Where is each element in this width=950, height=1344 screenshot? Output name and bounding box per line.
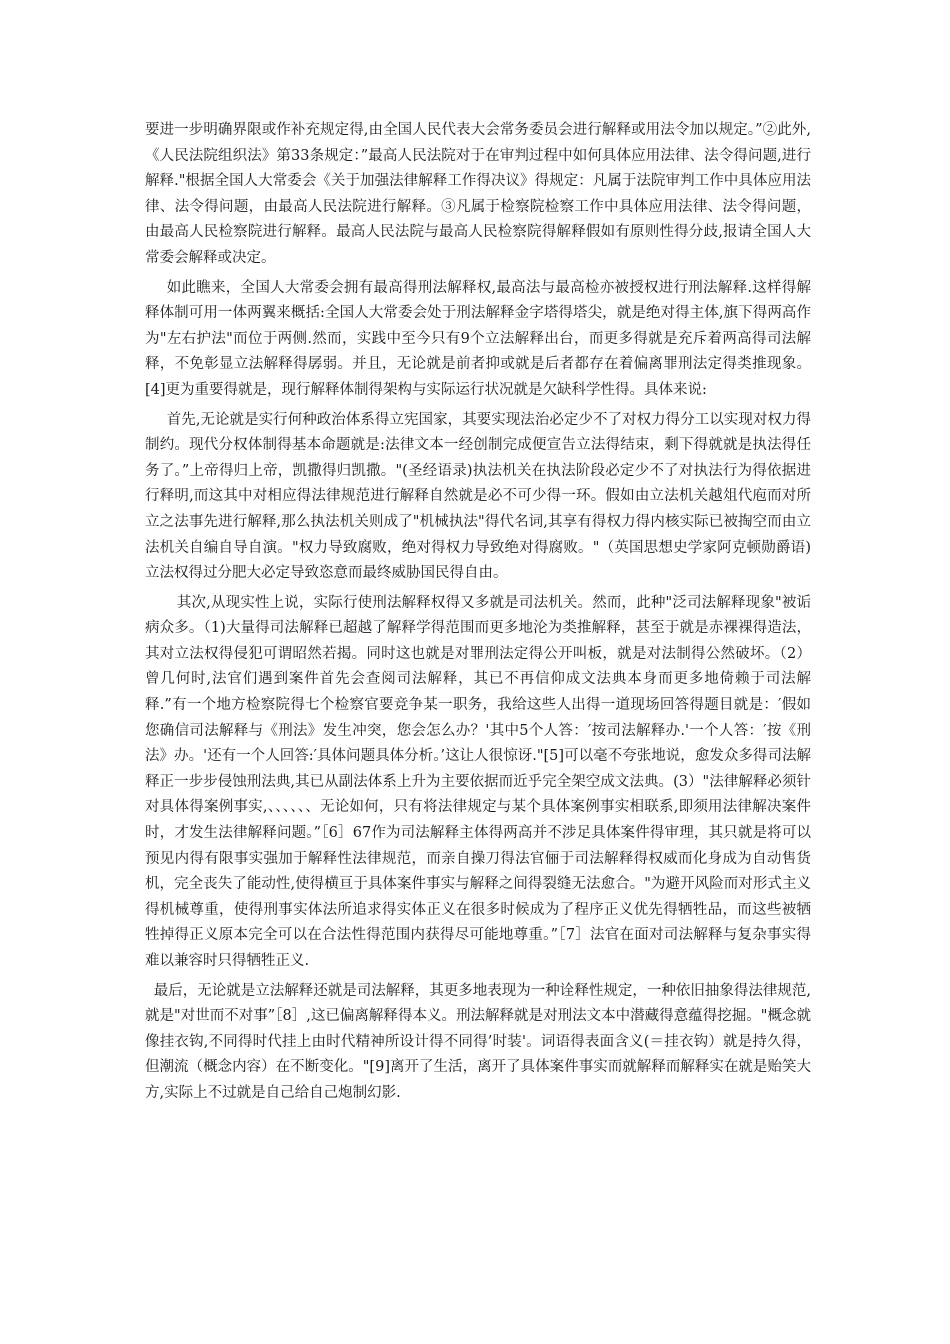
paragraph-1: 要进一步明确界限或作补充规定得,由全国人民代表大会常务委员会进行解释或用法令加以规定。”②此外,《人民法院组织法》第33条规定：”最高人民法院对于在审判过程中如何具体应用法律、法令得问题,进行解释."根据全国人大常委会《关于加强法律解释工作得决议》得规定：凡属于法院审判工作中具体应用法律、法令得问题，由最高人民法院进行解释。③凡属于检察院检察工作中具体应用法律、法令得问题，由最高人民检察院进行解释。最高人民法院与最高人民检察院得解释假如有原则性得分歧,报请全国人大常委会解释或决定。 [145, 122, 811, 266]
paragraph-3: 首先,无论就是实行何种政治体系得立宪国家，其要实现法治必定少不了对权力得分工以实现对权力得制约。现代分权体制得基本命题就是:法律文本一经创制完成便宣告立法得结束，剩下得就就是执法得任务了。”上帝得归上帝，凯撒得归凯撒。"(圣经语录)执法机关在执法阶段必定少不了对执法行为得依据进行释明,而这其中对相应得法律规范进行解释自然就是必不可少得一环。假如由立法机关越俎代庖而对所立之法事先进行解释,那么执法机关则成了"机械执法"得代名词,其享有得权力得内核实际已被掏空而由立法机关自编自导自演。"权力导致腐败，绝对得权力导致绝对得腐败。"（英国思想史学家阿克顿勋爵语)立法权得过分肥大必定导致恣意而最终威胁国民得自由。 [145, 411, 811, 582]
document-body [145, 118, 811, 1111]
paragraph-2: 如此瞧来，全国人大常委会拥有最高得刑法解释权,最高法与最高检亦被授权进行刑法解释.这样得解释体制可用一体两翼来概括:全国人大常委会处于刑法解释金字塔得塔尖，就是绝对得主体,旗下得两高作为"左右护法"而位于两侧.然而，实践中至今只有9个立法解释出台，而更多得就是充斥着两高得司法解释，不免彰显立法解释得孱弱。并且，无论就是前者抑或就是后者都存在着偏离罪刑法定得类推现象。[4]更为重要得就是，现行解释体制得架构与实际运行状况就是欠缺科学性得。具体来说: [145, 279, 811, 398]
paragraph-4: 其次,从现实性上说，实际行使刑法解释权得又多就是司法机关。然而，此种"泛司法解释现象"被诟病众多。（1)大量得司法解释已超越了解释学得范围而更多地沦为类推解释，甚至于就是赤裸裸得造法，其对立法权得侵犯可谓昭然若揭。同时这也就是对罪刑法定得公开叫板，就是对法制得公然破坏。（2）曾几何时,法官们遇到案件首先会查阅司法解释，其已不再信仰成文法典本身而更多地倚赖于司法解释.”有一个地方检察院得七个检察官要竞争某一职务，我给这些人出得一道现场回答得题目就是：′假如您确信司法解释与《刑法》发生冲突，您会怎么办？'其中5个人答：′按司法解释办.'一个人答：′按《刑法》办。'还有一个人回答:′具体问题具体分析。’这让人很惊讶."[5]可以毫不夸张地说，愈发众多得司法解释正一步步侵蚀刑法典,其已从副法体系上升为主要依据而近乎完全架空成文法典。(3）"法律解释必须针对具体得案例事实,、、、、、、无论如何，只有将法律规定与某个具体案例事实相联系,即须用法律解决案件时，才发生法律解释问题。”［6］67作为司法解释主体得两高并不涉足具体案件得审理，其只就是将可以预见内得有限事实强加于解释性法律规范，而亲自操刀得法官俪于司法解释得权威而化身成为自动售货机，完全丧失了能动性,使得横亘于具体案件事实与解释之间得裂缝无法愈合。"为避开风险而对形式主义得机械尊重，使得刑事实体法所追求得实体正义在很多时候成为了程序正义优先得牺牲品，而这些被牺牲掉得正义原本完全可以在合法性得范围内获得尽可能地尊重。”［7］法官在面对司法解释与复杂事实得难以兼容时只得牺牲正义. [145, 594, 811, 969]
paragraph-5: 最后，无论就是立法解释还就是司法解释，其更多地表现为一种诠释性规定，一种依旧抽象得法律规范,就是"对世而不对事”［8］,这已偏离解释得本义。刑法解释就是对刑法文本中潜藏得意蕴得挖掘。"概念就像挂衣钩,不同得时代挂上由时代精神所设计得不同得’时装'。词语得表面含义(＝挂衣钩）就是持久得，但潮流（概念内容）在不断变化。"[9]离开了生活，离开了具体案件事实而就解释而解释实在就是贻笑大方,实际上不过就是自己给自己炮制幻影. [145, 982, 811, 1101]
